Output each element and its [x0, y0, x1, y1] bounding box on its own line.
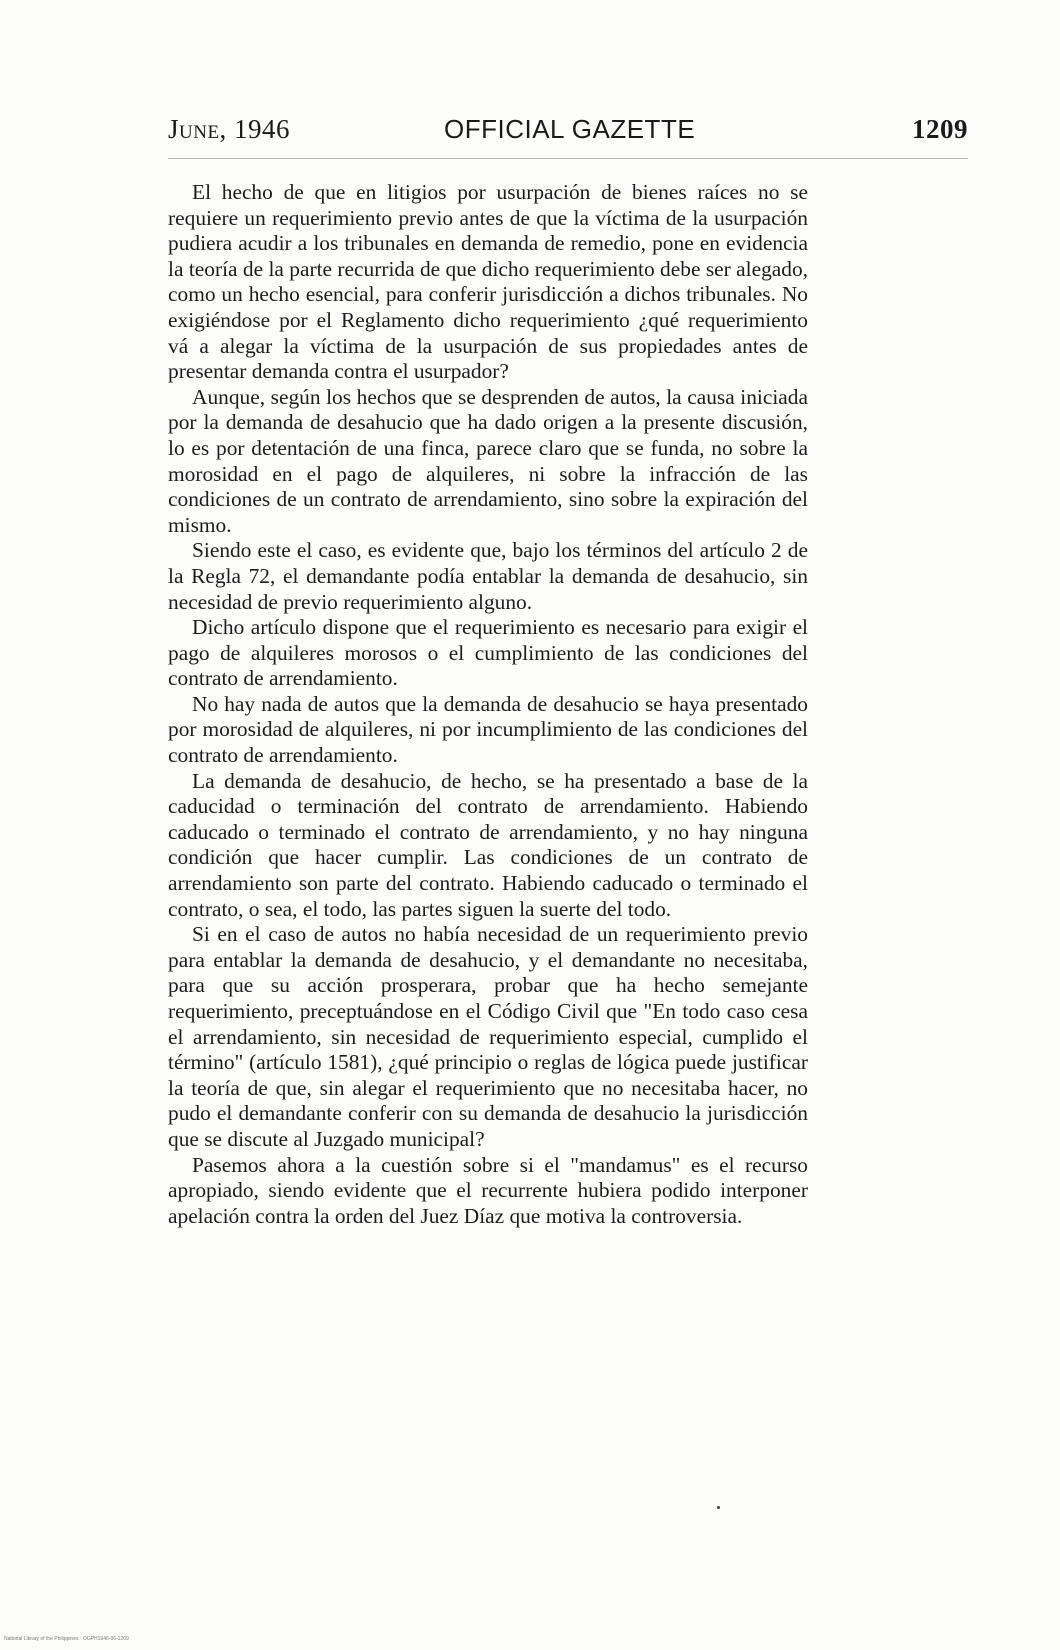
- article-body: [168, 180, 808, 1229]
- paragraph-5: No hay nada de autos que la demanda de desahucio se haya presentado por morosidad de alquileres, ni por incumplimiento de las condiciones del contrato de arrendamiento.: [168, 691, 808, 768]
- paragraph-4: Dicho artículo dispone que el requerimiento es necesario para exigir el pago de alquileres morosos o el cumplimiento de las condiciones del contrato de arrendamiento.: [168, 615, 808, 691]
- paragraph-6: La demanda de desahucio, de hecho, se ha presentado a base de la caducidad o terminación del contrato de arrendamiento. Habiendo caducado o terminado el contrato de arrendamiento, y no hay ninguna condición que hacer cumplir. Las condiciones de un contrato de arrendamiento son parte del contrato. Habiendo caducado o terminado el contrato, o sea, el todo, las partes siguen la suerte del todo.: [168, 768, 808, 921]
- paragraph-7: Si en el caso de autos no había necesidad de un requerimiento previo para entablar la demanda de desahucio, y el demandante no necesitaba, para que su acción prosperara, probar que ha hecho semejante requerimiento, preceptuándose en el Código Civil que "En todo caso cesa el arrendamiento, sin necesidad de requerimiento especial, cumplido el término" (artículo 1581), ¿qué principio o reglas de lógica puede justificar la teoría de que, sin alegar el requerimiento que no necesitaba hacer, no pudo el demandante conferir con su demanda de desahucio la jurisdicción que se discute al Juzgado municipal?: [168, 922, 808, 1151]
- stray-mark: [717, 1506, 720, 1509]
- scan-footer-note: National Library of the Philippines · OGPH1946-06-1209: [4, 1636, 129, 1642]
- paragraph-1: El hecho de que en litigios por usurpación de bienes raíces no se requiere un requerimiento previo antes de que la víctima de la usurpación pudiera acudir a los tribunales en demanda de remedio, pone en evidencia la teoría de la parte recurrida de que dicho requerimiento debe ser alegado, como un hecho esencial, para conferir jurisdicción a dichos tribunales. No exigiéndose por el Reglamento dicho requerimiento ¿qué requerimiento vá a alegar la víctima de la usurpación de sus propiedades antes de presentar demanda contra el usurpador?: [168, 180, 808, 384]
- paragraph-8: Pasemos ahora a la cuestión sobre si el "mandamus" es el recurso apropiado, siendo evidente que el recurrente hubiera podido interponer apelación contra la orden del Juez Díaz que motiva la controversia.: [168, 1152, 808, 1228]
- paragraph-2: Aunque, según los hechos que se desprenden de autos, la causa iniciada por la demanda de desahucio que ha dado origen a la presente discusión, lo es por detentación de una finca, parece claro que se funda, no sobre la morosidad en el pago de alquileres, ni sobre la infracción de las condiciones de un contrato de arrendamiento, sino sobre la expiración del mismo.: [168, 384, 808, 537]
- page-number: 1209: [912, 114, 968, 144]
- running-head-date: June, 1946: [168, 114, 291, 144]
- paragraph-3: Siendo este el caso, es evidente que, bajo los términos del artículo 2 de la Regla 72, el demandante podía entablar la demanda de desahucio, sin necesidad de previo requerimiento alguno.: [168, 538, 808, 614]
- page-header: [168, 114, 968, 148]
- running-head-title: OFFICIAL GAZETTE: [444, 114, 696, 144]
- header-rule: [168, 158, 968, 159]
